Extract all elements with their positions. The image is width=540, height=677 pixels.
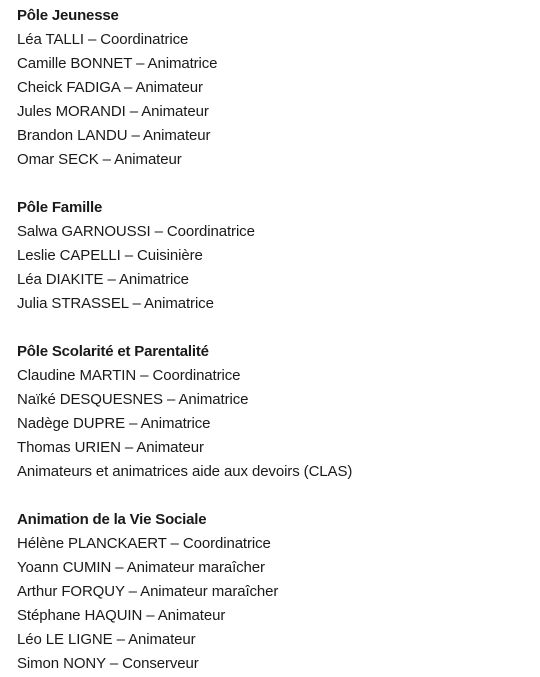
staff-line: Julia STRASSEL – Animatrice [17,295,214,312]
staff-line: Yoann CUMIN – Animateur maraîcher [17,559,265,576]
section-vie-sociale [17,508,530,676]
staff-line: Jules MORANDI – Animateur [17,103,209,120]
staff-line: Léa DIAKITE – Animatrice [17,271,189,288]
section-pole-scolarite [17,340,530,484]
staff-line: Simon NONY – Conserveur [17,655,199,672]
staff-line: Naïké DESQUESNES – Animatrice [17,391,249,408]
staff-line: Salwa GARNOUSSI – Coordinatrice [17,223,255,240]
staff-line: Arthur FORQUY – Animateur maraîcher [17,583,279,600]
staff-line: Cheick FADIGA – Animateur [17,79,203,96]
staff-line: Omar SECK – Animateur [17,151,182,168]
section-heading: Animation de la Vie Sociale [17,511,207,528]
staff-line: Léa TALLI – Coordinatrice [17,31,189,48]
section-pole-famille [17,196,530,316]
staff-line: Brandon LANDU – Animateur [17,127,211,144]
staff-directory [17,4,530,676]
staff-line: Thomas URIEN – Animateur [17,439,204,456]
section-heading: Pôle Jeunesse [17,7,119,24]
section-heading: Pôle Famille [17,199,103,216]
staff-line: Nadège DUPRE – Animatrice [17,415,211,432]
staff-line: Leslie CAPELLI – Cuisinière [17,247,203,264]
section-heading: Pôle Scolarité et Parentalité [17,343,209,360]
staff-line: Léo LE LIGNE – Animateur [17,631,196,648]
staff-line: Camille BONNET – Animatrice [17,55,218,72]
section-pole-jeunesse [17,4,530,172]
staff-line: Hélène PLANCKAERT – Coordinatrice [17,535,271,552]
staff-line: Claudine MARTIN – Coordinatrice [17,367,241,384]
staff-line: Stéphane HAQUIN – Animateur [17,607,226,624]
staff-line: Animateurs et animatrices aide aux devoirs (CLAS) [17,463,353,480]
